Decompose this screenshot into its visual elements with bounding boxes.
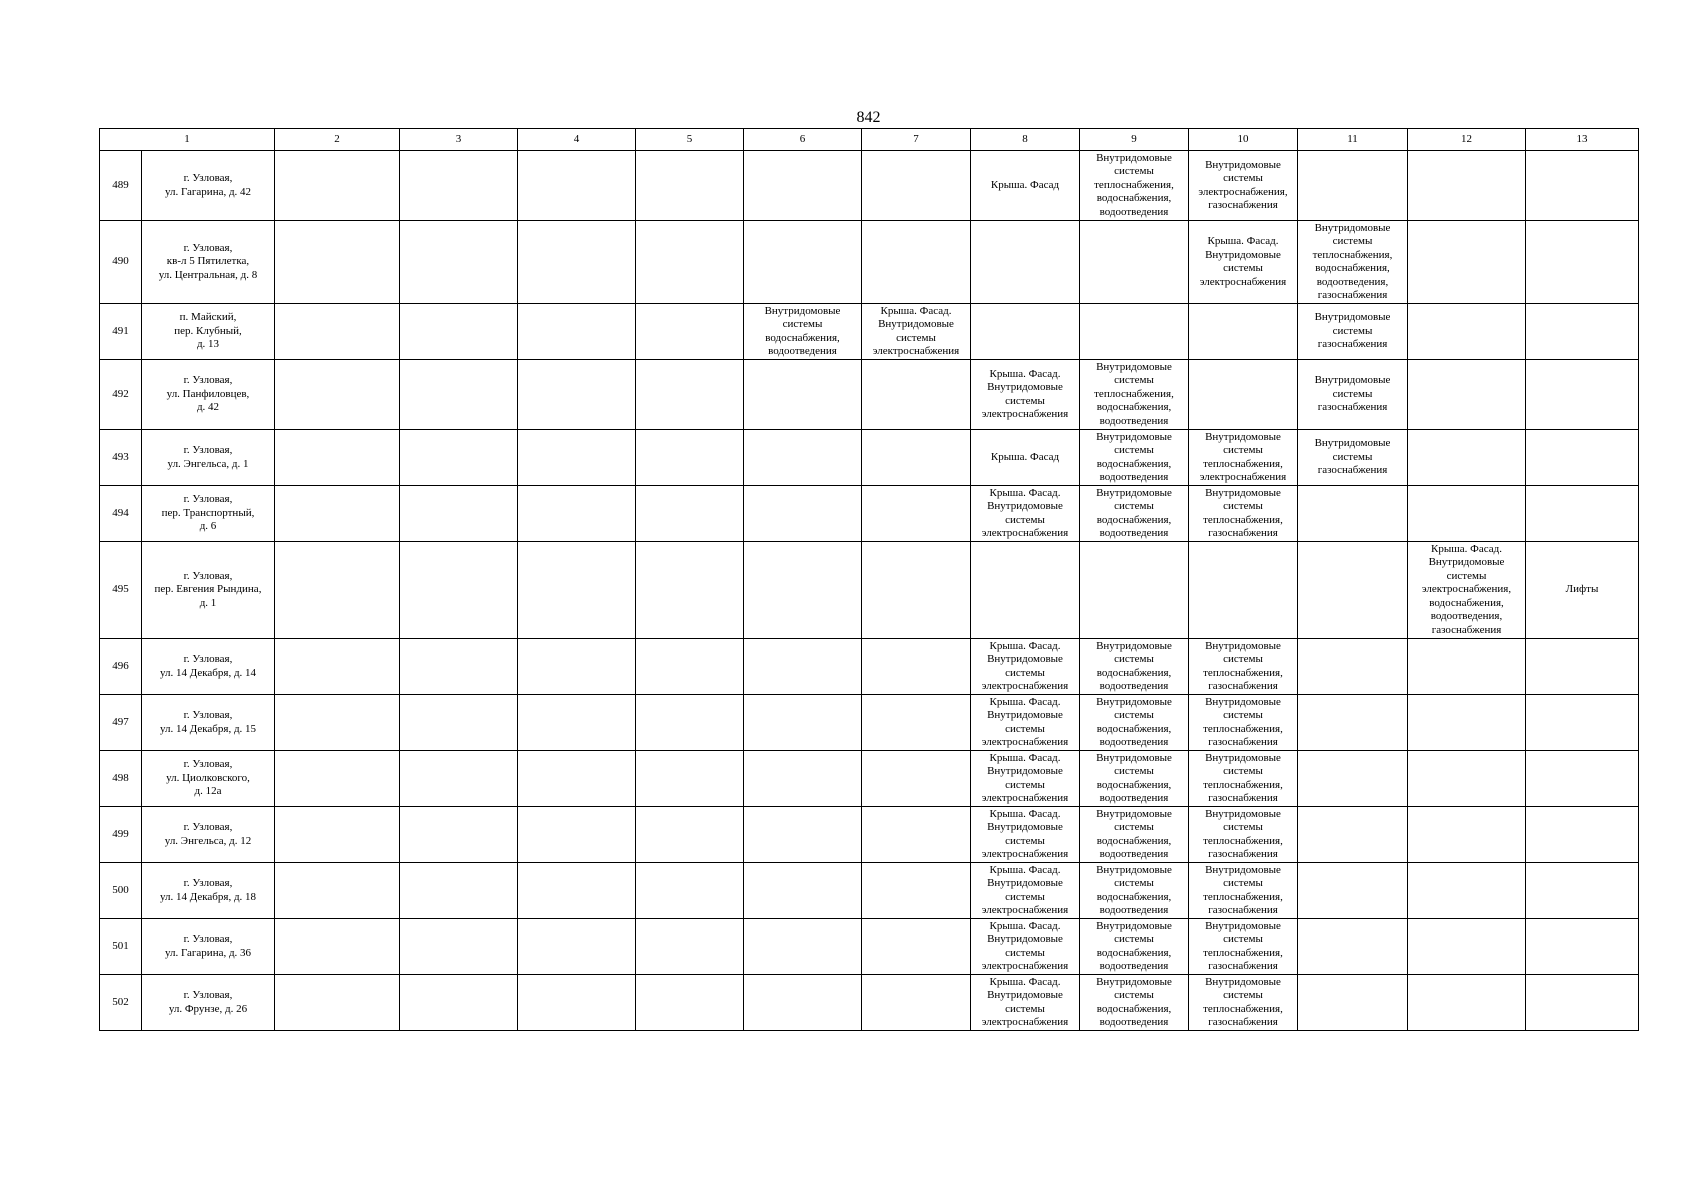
column-header-1: 1 [100, 129, 275, 151]
work-cell-col-10 [1189, 542, 1298, 639]
work-cell-col-8: Крыша. Фасад. Внутридомовые системы электроснабжения [971, 863, 1080, 919]
work-cell-col-3 [400, 542, 518, 639]
work-cell-col-5 [636, 430, 744, 486]
work-cell-col-2 [275, 695, 400, 751]
column-header-6: 6 [744, 129, 862, 151]
work-cell-col-11 [1298, 486, 1408, 542]
work-cell-col-5 [636, 919, 744, 975]
work-cell-col-10: Внутридомовые системы теплоснабжения, газоснабжения [1189, 751, 1298, 807]
table-row [100, 751, 1639, 807]
work-cell-col-11 [1298, 695, 1408, 751]
work-cell-col-3 [400, 975, 518, 1031]
work-cell-col-9 [1080, 542, 1189, 639]
work-cell-col-3 [400, 221, 518, 304]
work-cell-col-2 [275, 151, 400, 221]
work-cell-col-10: Внутридомовые системы теплоснабжения, газоснабжения [1189, 975, 1298, 1031]
work-cell-col-13 [1526, 360, 1639, 430]
work-cell-col-12 [1408, 695, 1526, 751]
column-header-3: 3 [400, 129, 518, 151]
work-cell-col-6 [744, 919, 862, 975]
work-cell-col-13 [1526, 807, 1639, 863]
work-cell-col-7: Крыша. Фасад. Внутридомовые системы электроснабжения [862, 304, 971, 360]
row-number: 500 [100, 863, 142, 919]
address-cell: г. Узловая, ул. 14 Декабря, д. 14 [142, 639, 275, 695]
work-cell-col-6: Внутридомовые системы водоснабжения, водоотведения [744, 304, 862, 360]
work-cell-col-6 [744, 863, 862, 919]
work-cell-col-8 [971, 304, 1080, 360]
work-cell-col-2 [275, 975, 400, 1031]
work-cell-col-5 [636, 151, 744, 221]
column-header-2: 2 [275, 129, 400, 151]
work-cell-col-12 [1408, 863, 1526, 919]
work-cell-col-10: Внутридомовые системы теплоснабжения, газоснабжения [1189, 863, 1298, 919]
work-cell-col-11 [1298, 751, 1408, 807]
table-row [100, 486, 1639, 542]
work-cell-col-11: Внутридомовые системы теплоснабжения, водоснабжения, водоотведения, газоснабжения [1298, 221, 1408, 304]
work-cell-col-12 [1408, 486, 1526, 542]
work-cell-col-8: Крыша. Фасад. Внутридомовые системы электроснабжения [971, 751, 1080, 807]
address-cell: г. Узловая, пер. Евгения Рындина, д. 1 [142, 542, 275, 639]
work-cell-col-3 [400, 304, 518, 360]
work-cell-col-13 [1526, 863, 1639, 919]
work-cell-col-9 [1080, 221, 1189, 304]
work-cell-col-8 [971, 542, 1080, 639]
work-cell-col-4 [518, 639, 636, 695]
work-cell-col-5 [636, 304, 744, 360]
address-cell: г. Узловая, ул. Панфиловцев, д. 42 [142, 360, 275, 430]
work-cell-col-3 [400, 807, 518, 863]
work-cell-col-5 [636, 807, 744, 863]
work-cell-col-12 [1408, 151, 1526, 221]
table-row [100, 695, 1639, 751]
work-cell-col-13 [1526, 151, 1639, 221]
work-cell-col-13 [1526, 751, 1639, 807]
table-row [100, 807, 1639, 863]
address-cell: г. Узловая, ул. Гагарина, д. 36 [142, 919, 275, 975]
work-cell-col-5 [636, 542, 744, 639]
work-cell-col-7 [862, 695, 971, 751]
row-number: 498 [100, 751, 142, 807]
work-cell-col-4 [518, 751, 636, 807]
column-number-row [100, 129, 1639, 151]
work-cell-col-4 [518, 975, 636, 1031]
work-cell-col-11 [1298, 542, 1408, 639]
address-cell: г. Узловая, ул. Циолковского, д. 12а [142, 751, 275, 807]
work-cell-col-13 [1526, 639, 1639, 695]
work-cell-col-3 [400, 751, 518, 807]
row-number: 492 [100, 360, 142, 430]
table-row [100, 863, 1639, 919]
work-cell-col-6 [744, 542, 862, 639]
work-cell-col-10 [1189, 360, 1298, 430]
work-cell-col-4 [518, 542, 636, 639]
work-cell-col-10 [1189, 304, 1298, 360]
work-cell-col-11 [1298, 919, 1408, 975]
work-cell-col-7 [862, 863, 971, 919]
address-cell: г. Узловая, ул. 14 Декабря, д. 15 [142, 695, 275, 751]
work-cell-col-8: Крыша. Фасад [971, 151, 1080, 221]
work-cell-col-7 [862, 486, 971, 542]
table-body [100, 151, 1639, 1031]
work-cell-col-5 [636, 975, 744, 1031]
repair-schedule-table [99, 128, 1639, 1031]
work-cell-col-9: Внутридомовые системы водоснабжения, водоотведения [1080, 807, 1189, 863]
work-cell-col-6 [744, 486, 862, 542]
work-cell-col-9: Внутридомовые системы водоснабжения, водоотведения [1080, 919, 1189, 975]
table-row [100, 151, 1639, 221]
work-cell-col-3 [400, 486, 518, 542]
work-cell-col-8: Крыша. Фасад. Внутридомовые системы электроснабжения [971, 975, 1080, 1031]
work-cell-col-7 [862, 430, 971, 486]
work-cell-col-11 [1298, 807, 1408, 863]
work-cell-col-6 [744, 807, 862, 863]
table-row [100, 430, 1639, 486]
work-cell-col-13 [1526, 975, 1639, 1031]
work-cell-col-13 [1526, 304, 1639, 360]
work-cell-col-10: Крыша. Фасад. Внутридомовые системы электроснабжения [1189, 221, 1298, 304]
work-cell-col-9: Внутридомовые системы водоснабжения, водоотведения [1080, 975, 1189, 1031]
table-row [100, 542, 1639, 639]
work-cell-col-9: Внутридомовые системы водоснабжения, водоотведения [1080, 695, 1189, 751]
address-cell: г. Узловая, ул. Гагарина, д. 42 [142, 151, 275, 221]
work-cell-col-12 [1408, 919, 1526, 975]
work-cell-col-2 [275, 430, 400, 486]
work-cell-col-7 [862, 542, 971, 639]
work-cell-col-4 [518, 304, 636, 360]
work-cell-col-3 [400, 919, 518, 975]
address-cell: п. Майский, пер. Клубный, д. 13 [142, 304, 275, 360]
work-cell-col-6 [744, 430, 862, 486]
work-cell-col-2 [275, 919, 400, 975]
work-cell-col-3 [400, 639, 518, 695]
work-cell-col-4 [518, 695, 636, 751]
work-cell-col-12 [1408, 751, 1526, 807]
work-cell-col-8: Крыша. Фасад. Внутридомовые системы электроснабжения [971, 807, 1080, 863]
row-number: 495 [100, 542, 142, 639]
row-number: 501 [100, 919, 142, 975]
work-cell-col-12 [1408, 639, 1526, 695]
work-cell-col-7 [862, 360, 971, 430]
address-cell: г. Узловая, пер. Транспортный, д. 6 [142, 486, 275, 542]
work-cell-col-11 [1298, 151, 1408, 221]
work-cell-col-4 [518, 430, 636, 486]
work-cell-col-3 [400, 863, 518, 919]
table-row [100, 360, 1639, 430]
work-cell-col-3 [400, 695, 518, 751]
work-cell-col-10: Внутридомовые системы теплоснабжения, газоснабжения [1189, 695, 1298, 751]
work-cell-col-8 [971, 221, 1080, 304]
column-header-13: 13 [1526, 129, 1639, 151]
work-cell-col-5 [636, 360, 744, 430]
work-cell-col-12: Крыша. Фасад. Внутридомовые системы электроснабжения, водоснабжения, водоотведения, газоснабжения [1408, 542, 1526, 639]
work-cell-col-8: Крыша. Фасад [971, 430, 1080, 486]
table-header [100, 129, 1639, 151]
column-header-12: 12 [1408, 129, 1526, 151]
work-cell-col-13 [1526, 221, 1639, 304]
work-cell-col-9: Внутридомовые системы теплоснабжения, водоснабжения, водоотведения [1080, 360, 1189, 430]
work-cell-col-2 [275, 360, 400, 430]
work-cell-col-4 [518, 486, 636, 542]
work-cell-col-13: Лифты [1526, 542, 1639, 639]
work-cell-col-8: Крыша. Фасад. Внутридомовые системы электроснабжения [971, 695, 1080, 751]
work-cell-col-13 [1526, 695, 1639, 751]
work-cell-col-2 [275, 221, 400, 304]
work-cell-col-6 [744, 695, 862, 751]
table-row [100, 221, 1639, 304]
work-cell-col-6 [744, 360, 862, 430]
work-cell-col-3 [400, 151, 518, 221]
address-cell: г. Узловая, ул. Фрунзе, д. 26 [142, 975, 275, 1031]
work-cell-col-11: Внутридомовые системы газоснабжения [1298, 430, 1408, 486]
work-cell-col-9: Внутридомовые системы водоснабжения, водоотведения [1080, 486, 1189, 542]
work-cell-col-8: Крыша. Фасад. Внутридомовые системы электроснабжения [971, 486, 1080, 542]
work-cell-col-4 [518, 807, 636, 863]
work-cell-col-7 [862, 919, 971, 975]
address-cell: г. Узловая, ул. Энгельса, д. 12 [142, 807, 275, 863]
row-number: 499 [100, 807, 142, 863]
work-cell-col-9 [1080, 304, 1189, 360]
work-cell-col-10: Внутридомовые системы теплоснабжения, газоснабжения [1189, 639, 1298, 695]
address-cell: г. Узловая, ул. 14 Декабря, д. 18 [142, 863, 275, 919]
work-cell-col-12 [1408, 807, 1526, 863]
row-number: 493 [100, 430, 142, 486]
work-cell-col-12 [1408, 360, 1526, 430]
work-cell-col-10: Внутридомовые системы электроснабжения, газоснабжения [1189, 151, 1298, 221]
work-cell-col-7 [862, 807, 971, 863]
work-cell-col-2 [275, 639, 400, 695]
work-cell-col-13 [1526, 919, 1639, 975]
work-cell-col-13 [1526, 430, 1639, 486]
work-cell-col-2 [275, 807, 400, 863]
row-number: 494 [100, 486, 142, 542]
page-number: 842 [856, 109, 881, 126]
work-cell-col-7 [862, 751, 971, 807]
work-cell-col-12 [1408, 304, 1526, 360]
column-header-10: 10 [1189, 129, 1298, 151]
work-cell-col-11: Внутридомовые системы газоснабжения [1298, 360, 1408, 430]
work-cell-col-10: Внутридомовые системы теплоснабжения, электроснабжения [1189, 430, 1298, 486]
work-cell-col-11 [1298, 863, 1408, 919]
work-cell-col-10: Внутридомовые системы теплоснабжения, газоснабжения [1189, 919, 1298, 975]
work-cell-col-10: Внутридомовые системы теплоснабжения, газоснабжения [1189, 486, 1298, 542]
column-header-7: 7 [862, 129, 971, 151]
work-cell-col-6 [744, 151, 862, 221]
work-cell-col-4 [518, 360, 636, 430]
address-cell: г. Узловая, кв-л 5 Пятилетка, ул. Центральная, д. 8 [142, 221, 275, 304]
work-cell-col-8: Крыша. Фасад. Внутридомовые системы электроснабжения [971, 360, 1080, 430]
column-header-11: 11 [1298, 129, 1408, 151]
row-number: 489 [100, 151, 142, 221]
work-cell-col-9: Внутридомовые системы водоснабжения, водоотведения [1080, 863, 1189, 919]
work-cell-col-3 [400, 360, 518, 430]
work-cell-col-2 [275, 486, 400, 542]
work-cell-col-11: Внутридомовые системы газоснабжения [1298, 304, 1408, 360]
work-cell-col-6 [744, 751, 862, 807]
work-cell-col-9: Внутридомовые системы водоснабжения, водоотведения [1080, 639, 1189, 695]
address-cell: г. Узловая, ул. Энгельса, д. 1 [142, 430, 275, 486]
work-cell-col-13 [1526, 486, 1639, 542]
table-row [100, 304, 1639, 360]
work-cell-col-9: Внутридомовые системы теплоснабжения, водоснабжения, водоотведения [1080, 151, 1189, 221]
work-cell-col-5 [636, 221, 744, 304]
row-number: 490 [100, 221, 142, 304]
row-number: 497 [100, 695, 142, 751]
work-cell-col-8: Крыша. Фасад. Внутридомовые системы электроснабжения [971, 919, 1080, 975]
work-cell-col-2 [275, 542, 400, 639]
work-cell-col-7 [862, 221, 971, 304]
work-cell-col-5 [636, 863, 744, 919]
work-cell-col-12 [1408, 430, 1526, 486]
work-cell-col-4 [518, 919, 636, 975]
work-cell-col-9: Внутридомовые системы водоснабжения, водоотведения [1080, 430, 1189, 486]
table-row [100, 919, 1639, 975]
column-header-9: 9 [1080, 129, 1189, 151]
work-cell-col-10: Внутридомовые системы теплоснабжения, газоснабжения [1189, 807, 1298, 863]
work-cell-col-7 [862, 975, 971, 1031]
work-cell-col-12 [1408, 975, 1526, 1031]
work-cell-col-7 [862, 639, 971, 695]
work-cell-col-6 [744, 221, 862, 304]
work-cell-col-6 [744, 639, 862, 695]
work-cell-col-5 [636, 639, 744, 695]
column-header-8: 8 [971, 129, 1080, 151]
work-cell-col-2 [275, 751, 400, 807]
work-cell-col-11 [1298, 639, 1408, 695]
work-cell-col-5 [636, 486, 744, 542]
work-cell-col-11 [1298, 975, 1408, 1031]
work-cell-col-3 [400, 430, 518, 486]
table-row [100, 639, 1639, 695]
work-cell-col-5 [636, 695, 744, 751]
column-header-4: 4 [518, 129, 636, 151]
work-cell-col-4 [518, 151, 636, 221]
row-number: 502 [100, 975, 142, 1031]
column-header-5: 5 [636, 129, 744, 151]
work-cell-col-8: Крыша. Фасад. Внутридомовые системы электроснабжения [971, 639, 1080, 695]
work-cell-col-7 [862, 151, 971, 221]
table-row [100, 975, 1639, 1031]
work-cell-col-2 [275, 863, 400, 919]
work-cell-col-12 [1408, 221, 1526, 304]
work-cell-col-9: Внутридомовые системы водоснабжения, водоотведения [1080, 751, 1189, 807]
work-cell-col-4 [518, 221, 636, 304]
work-cell-col-2 [275, 304, 400, 360]
row-number: 491 [100, 304, 142, 360]
row-number: 496 [100, 639, 142, 695]
work-cell-col-6 [744, 975, 862, 1031]
work-cell-col-5 [636, 751, 744, 807]
work-cell-col-4 [518, 863, 636, 919]
